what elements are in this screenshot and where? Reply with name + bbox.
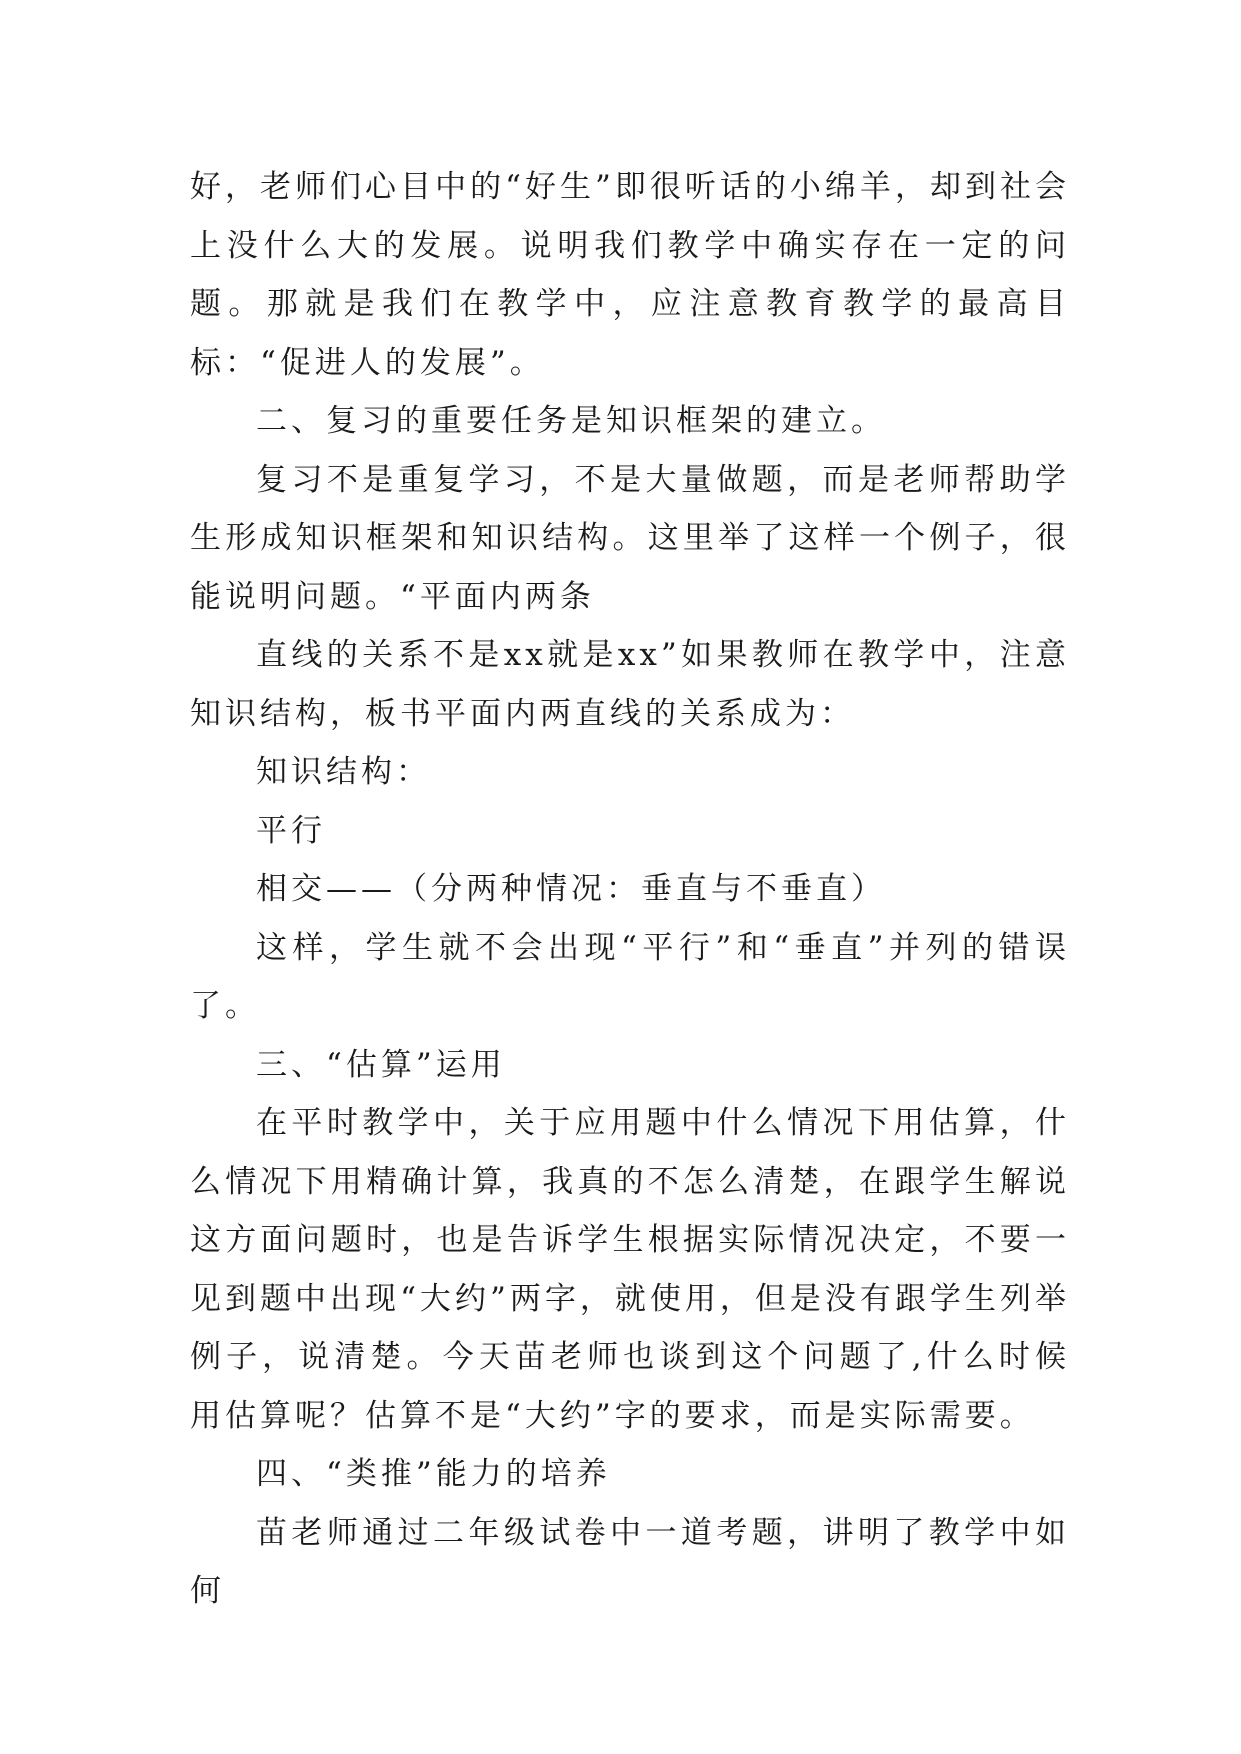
paragraph-6: 苗老师通过二年级试卷中一道考题，讲明了教学中如何 <box>190 1514 1070 1609</box>
paragraph-5: 在平时教学中，关于应用题中什么情况下用估算，什么情况下用精确计算，我真的不怎么清楚，在跟学生解说这方面问题时，也是告诉学生根据实际情况决定，不要一见到题中出现“大约”两字，就使用，但是没有跟学生列举例子，说清楚。今天苗老师也谈到这个问题了,什么时候用估算呢？估算不是“大约”字的要求，而是实际需要。 <box>190 1105 1070 1434</box>
structure-item-parallel: 平行 <box>256 812 326 849</box>
document-body <box>190 158 1070 1621</box>
paragraph-3: 直线的关系不是xx就是xx”如果教师在教学中，注意知识结构，板书平面内两直线的关系成为： <box>190 637 1070 732</box>
paragraph-2: 复习不是重复学习，不是大量做题，而是老师帮助学生形成知识框架和知识结构。这里举了这样一个例子，很能说明问题。“平面内两条 <box>190 461 1070 615</box>
paragraph-1: 好，老师们心目中的“好生”即很听话的小绵羊，却到社会上没什么大的发展。说明我们教学中确实存在一定的问题。那就是我们在教学中，应注意教育教学的最高目标：“促进人的发展”。 <box>190 169 1070 381</box>
section-heading-2: 二、复习的重要任务是知识框架的建立。 <box>256 403 886 439</box>
structure-item-intersect: 相交——（分两种情况：垂直与不垂直） <box>256 871 886 907</box>
knowledge-structure-label: 知识结构： <box>256 754 431 790</box>
paragraph-4: 这样，学生就不会出现“平行”和“垂直”并列的错误了。 <box>190 929 1070 1024</box>
section-heading-4: 四、“类推”能力的培养 <box>256 1456 611 1492</box>
section-heading-3: 三、“估算”运用 <box>256 1046 506 1083</box>
